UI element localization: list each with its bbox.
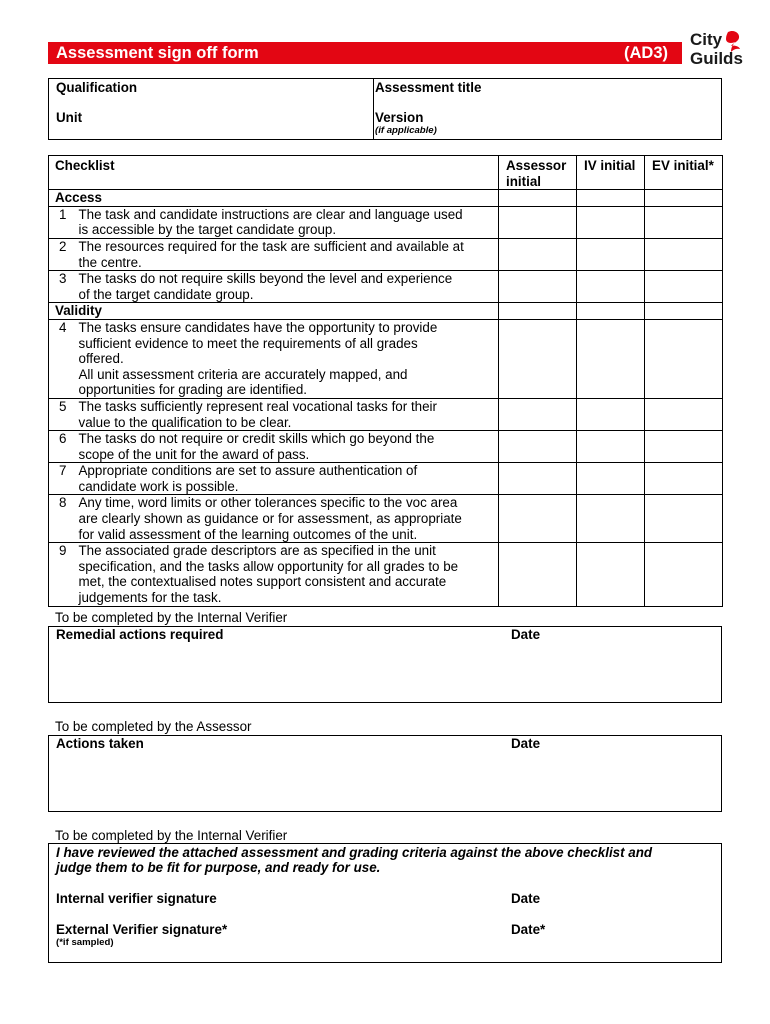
checklist-item-text: [77, 398, 499, 430]
assessor-initial-header: [499, 156, 577, 190]
ev-initial-cell[interactable]: [645, 463, 723, 495]
iv-signoff-caption: To be completed by the Internal Verifier: [55, 828, 288, 843]
checklist-item-number: 6: [49, 431, 77, 463]
assessor-initial-cell[interactable]: [499, 238, 577, 270]
checklist-item-line: The task and candidate instructions are clear and language used: [78, 206, 463, 222]
checklist-item-text: [77, 238, 499, 270]
ev-sampled-note: (*if sampled): [56, 937, 114, 948]
checklist-table: [48, 155, 723, 607]
checklist-item-row: [49, 398, 723, 430]
checklist-item-row: [49, 431, 723, 463]
version-note: (if applicable): [375, 125, 437, 136]
ev-signature-label[interactable]: External Verifier signature*: [56, 922, 228, 937]
logo-text-guilds: Guilds: [690, 49, 743, 68]
iv-signature-label[interactable]: Internal verifier signature: [56, 891, 217, 906]
iv-initial-cell[interactable]: [577, 206, 645, 238]
checklist-item-line: The resources required for the task are sufficient and available at: [78, 238, 464, 254]
checklist-item-row: [49, 463, 723, 495]
remedial-date-label: Date: [511, 627, 541, 642]
ev-initial-label: EV initial*: [652, 158, 714, 173]
checklist-item-row: [49, 238, 723, 270]
checklist-item-number: 8: [49, 495, 77, 543]
ev-initial-cell[interactable]: [645, 495, 723, 543]
checklist-section-row: [49, 303, 723, 320]
actions-taken-box[interactable]: [48, 735, 722, 812]
checklist-item-line: scope of the unit for the award of pass.: [78, 446, 310, 462]
checklist-item-line: specification, and the tasks allow opportunity for all grades to be: [78, 558, 459, 574]
iv-initial-cell[interactable]: [577, 495, 645, 543]
checklist-item-number: 2: [49, 238, 77, 270]
qualification-label: Qualification: [56, 80, 138, 95]
section-ev-initial-cell[interactable]: [645, 190, 723, 207]
actions-date-label: Date: [511, 736, 541, 751]
iv-initial-cell[interactable]: [577, 431, 645, 463]
iv-initial-cell[interactable]: [577, 398, 645, 430]
checklist-item-number: 4: [49, 319, 77, 398]
ev-initial-cell[interactable]: [645, 206, 723, 238]
checklist-item-line: for valid assessment of the learning outcomes of the unit.: [78, 526, 418, 542]
checklist-item-number: 5: [49, 398, 77, 430]
assessor-initial-label: Assessor initial: [506, 158, 567, 189]
city-and-guilds-logo: [686, 28, 750, 68]
iv-remedial-caption: To be completed by the Internal Verifier: [55, 610, 288, 625]
signoff-statement-line1: I have reviewed the attached assessment and grading criteria against the above checklist and: [56, 845, 653, 860]
checklist-item-number: 1: [49, 206, 77, 238]
checklist-item-row: [49, 319, 723, 398]
checklist-item-line: sufficient evidence to meet the requirements of all grades: [78, 335, 418, 351]
checklist-header: Checklist: [49, 156, 499, 190]
checklist-item-text: [77, 271, 499, 303]
checklist-item-row: [49, 543, 723, 606]
checklist-item-line: the centre.: [78, 254, 142, 270]
iv-initial-cell[interactable]: [577, 319, 645, 398]
assessor-initial-cell[interactable]: [499, 463, 577, 495]
ev-initial-header: [645, 156, 723, 190]
section-ev-initial-cell[interactable]: [645, 303, 723, 320]
ev-initial-cell[interactable]: [645, 319, 723, 398]
iv-initial-cell[interactable]: [577, 271, 645, 303]
checklist-section-title: Access: [49, 190, 499, 207]
checklist-item-text: [77, 495, 499, 543]
assessor-caption: To be completed by the Assessor: [55, 719, 252, 734]
info-divider: [373, 79, 374, 139]
section-assessor-initial-cell[interactable]: [499, 303, 577, 320]
section-assessor-initial-cell[interactable]: [499, 190, 577, 207]
iv-initial-cell[interactable]: [577, 238, 645, 270]
checklist-item-row: [49, 206, 723, 238]
checklist-item-line: The tasks sufficiently represent real vocational tasks for their: [78, 398, 437, 414]
section-iv-initial-cell[interactable]: [577, 190, 645, 207]
checklist-item-line: Appropriate conditions are set to assure authentication of: [78, 463, 418, 479]
iv-initial-label: IV initial: [584, 158, 636, 173]
ev-initial-cell[interactable]: [645, 271, 723, 303]
checklist-item-line: met, the contextualised notes support consistent and accurate: [78, 574, 447, 590]
checklist-item-text: [77, 543, 499, 606]
qualification-info-box: [48, 78, 722, 140]
signoff-statement-line2: judge them to be fit for purpose, and ready for use.: [56, 860, 381, 875]
iv-signoff-box: [48, 843, 722, 963]
logo-text-city: City: [690, 30, 723, 49]
actions-taken-label: Actions taken: [56, 736, 144, 751]
checklist-item-row: [49, 271, 723, 303]
checklist-section-title: Validity: [49, 303, 499, 320]
checklist-item-line: Any time, word limits or other tolerances specific to the voc area: [78, 495, 458, 511]
ev-initial-cell[interactable]: [645, 238, 723, 270]
assessor-initial-cell[interactable]: [499, 271, 577, 303]
checklist-item-text: [77, 463, 499, 495]
checklist-item-line: of the target candidate group.: [78, 286, 254, 302]
form-title-banner: [48, 42, 682, 64]
ev-initial-cell[interactable]: [645, 431, 723, 463]
checklist-item-line: value to the qualification to be clear.: [78, 414, 292, 430]
iv-initial-cell[interactable]: [577, 543, 645, 606]
checklist-item-line: opportunities for grading are identified.: [78, 382, 308, 398]
ev-initial-cell[interactable]: [645, 543, 723, 606]
assessor-initial-cell[interactable]: [499, 398, 577, 430]
assessor-initial-cell[interactable]: [499, 206, 577, 238]
version-label: Version: [375, 110, 424, 125]
checklist-item-line: is accessible by the target candidate group.: [78, 222, 337, 238]
checklist-item-text: [77, 319, 499, 398]
checklist-item-row: [49, 495, 723, 543]
checklist-item-text: [77, 206, 499, 238]
checklist-item-text: [77, 431, 499, 463]
assessment-title-label: Assessment title: [375, 80, 482, 95]
checklist-item-line: The tasks do not require skills beyond the level and experience: [78, 271, 453, 287]
remedial-actions-box[interactable]: [48, 626, 722, 703]
assessor-initial-cell[interactable]: [499, 319, 577, 398]
checklist-item-line: are clearly shown as guidance or for assessment, as appropriate: [78, 511, 462, 527]
checklist-item-line: The tasks do not require or credit skills which go beyond the: [78, 431, 435, 447]
iv-initial-cell[interactable]: [577, 463, 645, 495]
iv-date-label[interactable]: Date: [511, 891, 541, 906]
assessor-initial-cell[interactable]: [499, 431, 577, 463]
checklist-item-number: 9: [49, 543, 77, 606]
checklist-item-line: judgements for the task.: [78, 590, 222, 606]
checklist-item-line: offered.: [78, 351, 124, 367]
assessor-initial-cell[interactable]: [499, 543, 577, 606]
checklist-item-line: All unit assessment criteria are accurately mapped, and: [78, 366, 408, 382]
form-code: (AD3): [624, 43, 668, 62]
unit-label: Unit: [56, 110, 83, 125]
ev-date-label[interactable]: Date*: [511, 922, 546, 937]
ev-initial-cell[interactable]: [645, 398, 723, 430]
checklist-section-row: [49, 190, 723, 207]
form-title: Assessment sign off form: [56, 43, 259, 62]
checklist-header-row: [49, 156, 723, 190]
checklist-item-line: The tasks ensure candidates have the opportunity to provide: [78, 319, 438, 335]
checklist-item-number: 3: [49, 271, 77, 303]
checklist-item-number: 7: [49, 463, 77, 495]
iv-initial-header: [577, 156, 645, 190]
remedial-actions-label: Remedial actions required: [56, 627, 224, 642]
assessor-initial-cell[interactable]: [499, 495, 577, 543]
section-iv-initial-cell[interactable]: [577, 303, 645, 320]
checklist-item-line: candidate work is possible.: [78, 478, 239, 494]
checklist-item-line: The associated grade descriptors are as specified in the unit: [78, 543, 436, 559]
